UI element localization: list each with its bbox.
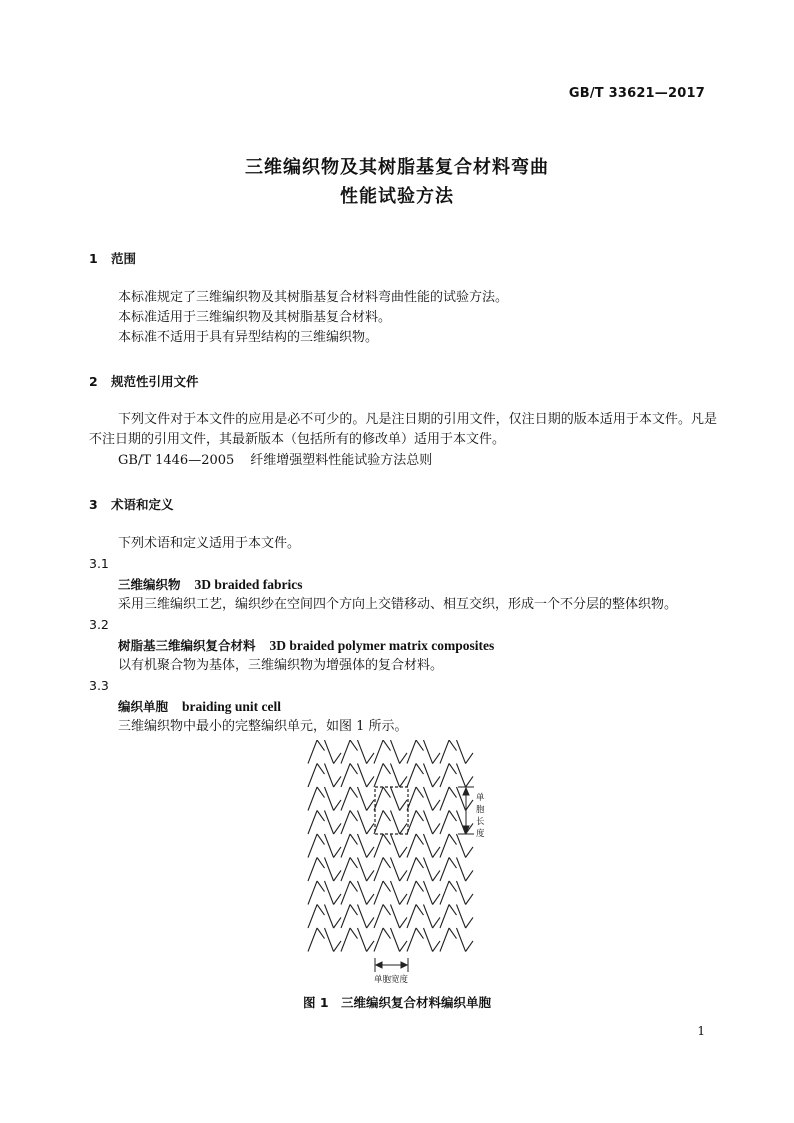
braid-strand <box>325 764 342 788</box>
braid-strand <box>391 858 408 882</box>
braid-strand <box>341 811 358 835</box>
term-entry <box>118 575 303 593</box>
braid-strand <box>440 787 457 811</box>
scope-paragraph-1: 本标准规定了三维编织物及其树脂基复合材料弯曲性能的试验方法。 <box>118 290 509 305</box>
braid-strand <box>407 881 424 905</box>
braid-strand <box>374 740 391 764</box>
braid-strand <box>407 787 424 811</box>
braid-strand <box>325 740 342 764</box>
width-label: 单胞宽度 <box>373 975 409 985</box>
braid-strand <box>374 905 391 929</box>
term-zh: 编织单胞 <box>118 699 169 714</box>
braid-strand <box>325 811 342 835</box>
length-label-char: 胞 <box>476 805 485 815</box>
braid-strand <box>440 764 457 788</box>
braid-strand <box>424 881 441 905</box>
braid-strand <box>457 764 474 788</box>
braid-strand <box>374 834 391 858</box>
braid-strand <box>391 928 408 952</box>
braid-strand <box>407 740 424 764</box>
braid-strand <box>341 881 358 905</box>
braid-strand <box>440 740 457 764</box>
term-en: 3D braided fabrics <box>194 577 303 592</box>
braid-strand <box>457 834 474 858</box>
page-number: 1 <box>697 1024 705 1038</box>
reference-title: 纤维增强塑料性能试验方法总则 <box>250 453 433 468</box>
braid-strand <box>440 881 457 905</box>
length-label-char: 单 <box>476 793 485 803</box>
braid-strand <box>424 740 441 764</box>
braid-strand <box>391 740 408 764</box>
braiding-unit-cell-figure <box>300 740 496 985</box>
braid-strand <box>358 811 375 835</box>
width-dimension-marker <box>375 958 408 972</box>
braid-strand <box>374 764 391 788</box>
braid-strand <box>325 858 342 882</box>
term-entry <box>118 697 281 715</box>
braid-strand <box>440 905 457 929</box>
braid-strand <box>341 928 358 952</box>
braid-strand <box>424 858 441 882</box>
braid-strand <box>424 811 441 835</box>
term-en: braiding unit cell <box>182 699 282 714</box>
terms-intro: 下列术语和定义适用于本文件。 <box>118 536 301 551</box>
braid-strand <box>424 834 441 858</box>
braid-strand <box>391 811 408 835</box>
braid-strand <box>341 905 358 929</box>
braid-strand <box>391 764 408 788</box>
braid-strand <box>407 811 424 835</box>
braid-strand <box>407 928 424 952</box>
braid-strand <box>457 881 474 905</box>
term-number: 3.2 <box>89 617 109 632</box>
braid-strand <box>325 787 342 811</box>
document-title-line2: 性能试验方法 <box>340 186 454 207</box>
braid-strand <box>325 834 342 858</box>
section-number: 2 <box>89 374 98 389</box>
braid-strand <box>325 928 342 952</box>
braid-strand <box>374 881 391 905</box>
term-zh: 三维编织物 <box>118 577 181 592</box>
braid-strand <box>341 740 358 764</box>
braid-strand <box>358 764 375 788</box>
braid-strand <box>358 787 375 811</box>
braid-strand <box>424 928 441 952</box>
braid-strand <box>457 905 474 929</box>
figure-caption: 图 1 三维编织复合材料编织单胞 <box>302 995 492 1010</box>
braid-strand <box>308 764 325 788</box>
normative-reference-item <box>118 451 432 471</box>
length-label <box>476 792 485 839</box>
length-dimension-marker <box>458 787 474 834</box>
term-en: 3D braided polymer matrix composites <box>269 638 495 653</box>
braid-strand <box>440 834 457 858</box>
braid-strand <box>325 881 342 905</box>
braid-strand <box>308 740 325 764</box>
braid-strand <box>374 811 391 835</box>
reference-code: GB/T 1446—2005 <box>118 453 235 468</box>
normative-references-intro: 下列文件对于本文件的应用是必不可少的。凡是注日期的引用文件，仅注日期的版本适用于本文件。凡是不注日期的引用文件，其最新版本（包括所有的修改单）适用于本文件。 <box>89 412 717 447</box>
braid-strand <box>457 858 474 882</box>
braid-strand <box>424 905 441 929</box>
braid-strand <box>341 787 358 811</box>
braid-strand <box>358 881 375 905</box>
braid-strand <box>308 834 325 858</box>
braid-strand <box>440 928 457 952</box>
term-zh: 树脂基三维编织复合材料 <box>118 638 256 653</box>
braid-strand <box>424 787 441 811</box>
braid-strand <box>358 858 375 882</box>
braid-strand <box>407 905 424 929</box>
scope-paragraph-3: 本标准不适用于具有异型结构的三维编织物。 <box>118 330 379 345</box>
braid-strand <box>374 928 391 952</box>
term-entry <box>118 636 494 654</box>
braid-strand <box>341 764 358 788</box>
length-label-char: 长 <box>476 817 485 827</box>
section-1-heading <box>89 249 136 267</box>
braid-strand <box>391 905 408 929</box>
term-definition: 以有机聚合物为基体，三维编织物为增强体的复合材料。 <box>118 658 444 673</box>
term-definition: 采用三维编织工艺，编织纱在空间四个方向上交错移动、相互交织，形成一个不分层的整体织物。 <box>118 597 678 612</box>
braid-strand <box>457 740 474 764</box>
braid-strand <box>308 881 325 905</box>
braid-strand <box>358 834 375 858</box>
length-label-char: 度 <box>476 829 485 839</box>
braid-strand <box>358 905 375 929</box>
braid-strand <box>308 858 325 882</box>
document-title-line1: 三维编织物及其树脂基复合材料弯曲 <box>245 157 549 178</box>
braid-diagram <box>300 740 496 985</box>
braid-strand <box>341 858 358 882</box>
braid-strand <box>358 928 375 952</box>
braid-strand <box>341 834 358 858</box>
braid-strand <box>308 787 325 811</box>
braid-strand <box>374 787 391 811</box>
scope-paragraph-2: 本标准适用于三维编织物及其树脂基复合材料。 <box>118 310 392 325</box>
braid-strand <box>457 928 474 952</box>
braid-strand <box>308 928 325 952</box>
braid-pattern <box>308 740 473 952</box>
braid-strand <box>391 787 408 811</box>
braid-strand <box>440 811 457 835</box>
section-number: 3 <box>89 497 98 512</box>
braid-strand <box>407 764 424 788</box>
standard-code: GB/T 33621—2017 <box>568 86 705 101</box>
section-number: 1 <box>89 251 98 266</box>
term-number: 3.3 <box>89 678 109 693</box>
braid-strand <box>374 858 391 882</box>
term-number: 3.1 <box>89 556 109 571</box>
braid-strand <box>325 905 342 929</box>
braid-strand <box>440 858 457 882</box>
braid-strand <box>424 764 441 788</box>
section-3-heading <box>89 495 174 513</box>
section-title: 规范性引用文件 <box>111 374 199 389</box>
braid-strand <box>391 881 408 905</box>
braid-strand <box>308 905 325 929</box>
braid-strand <box>358 740 375 764</box>
section-title: 范围 <box>111 251 137 266</box>
braid-strand <box>407 858 424 882</box>
braid-strand <box>308 811 325 835</box>
term-definition: 三维编织物中最小的完整编织单元，如图 1 所示。 <box>118 719 408 734</box>
section-title: 术语和定义 <box>111 497 174 512</box>
braid-strand <box>407 834 424 858</box>
braid-strand <box>391 834 408 858</box>
section-2-heading <box>89 372 199 390</box>
